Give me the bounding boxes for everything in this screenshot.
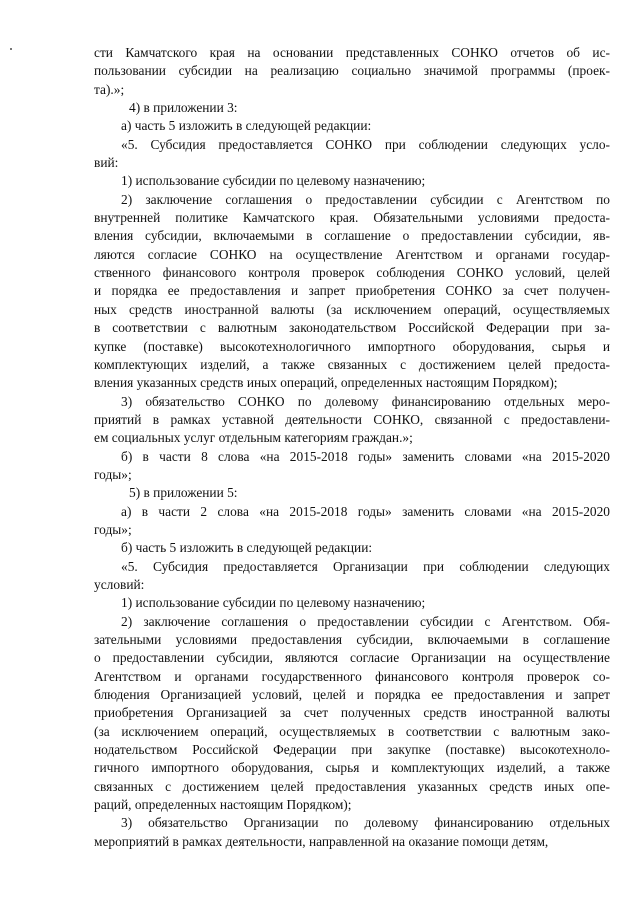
document-body <box>94 44 610 851</box>
text-line: годы»; <box>94 521 132 537</box>
paragraph <box>94 44 610 99</box>
text-line: условий: <box>94 576 145 592</box>
text-line: мероприятий в рамках деятельности, направленной на оказание помощи детям, <box>94 833 549 849</box>
paragraph <box>94 172 610 190</box>
text-line: б) в части 8 слова «на 2015-2018 годы» заменить словами «на 2015-2020 <box>121 448 610 464</box>
text-line: та).»; <box>94 81 125 97</box>
text-line: и порядка ее предоставления и запрет приобретения СОНКО за счет получен- <box>94 283 610 299</box>
text-line: о предоставлении субсидии, являются согласие Организации на осуществление <box>94 650 610 666</box>
paragraph <box>94 393 610 448</box>
text-line: пользовании субсидии на реализацию социально значимой программы (проек- <box>94 63 610 79</box>
text-line: ем социальных услуг отдельным категориям граждан.»; <box>94 430 413 446</box>
text-line: внутренней политике Камчатского края. Обязательными условиями предоста- <box>94 210 610 226</box>
text-line: 2) заключение соглашения о предоставлении субсидии с Агентством по <box>121 191 610 207</box>
text-line: купке (поставке) высокотехнологичного импортного оборудования, сырья и <box>94 338 610 354</box>
text-line: 3) обязательство СОНКО по долевому финансированию отдельных меро- <box>121 393 610 409</box>
text-line: а) в части 2 слова «на 2015-2018 годы» заменить словами «на 2015-2020 <box>121 503 610 519</box>
text-line: «5. Субсидия предоставляется Организации при соблюдении следующих <box>121 558 610 574</box>
text-line: а) часть 5 изложить в следующей редакции: <box>121 118 372 134</box>
text-line: (за исключением операций, осуществляемых в соответствии с валютным зако- <box>94 723 610 739</box>
paragraph <box>94 558 610 595</box>
text-line: сти Камчатского края на основании представленных СОНКО отчетов об ис- <box>94 45 610 60</box>
text-line: Агентством и органами государственного финансового контроля проверок со- <box>94 668 610 684</box>
text-line: 3) обязательство Организации по долевому финансированию отдельных <box>121 815 610 831</box>
text-line: 1) использование субсидии по целевому назначению; <box>121 595 426 611</box>
text-line: ляются согласие СОНКО на осуществление Агентством и органами государ- <box>94 246 610 262</box>
paragraph <box>94 613 610 815</box>
text-line: 1) использование субсидии по целевому назначению; <box>121 173 426 189</box>
text-line: гичного импортного оборудования, сырья и комплектующих изделий, а также <box>94 760 610 776</box>
text-line: 2) заключение соглашения о предоставлении субсидии с Агентством. Обя- <box>121 613 610 629</box>
text-line: комплектующих изделий, а также связанных с достижением целей предоста- <box>94 356 610 372</box>
text-line: в соответствии с валютным законодательством Российской Федерации при за- <box>94 320 610 336</box>
paragraph <box>94 594 610 612</box>
paragraph <box>94 136 610 173</box>
text-line: раций, определенных настоящим Порядком); <box>94 797 352 813</box>
text-line: зательными условиями предоставления субсидии, включаемыми в соглашение <box>94 632 610 647</box>
text-line: вления указанных средств иных операций, определенных настоящим Порядком); <box>94 375 558 391</box>
text-line: вления субсидии, включаемыми в соглашение о предоставлении субсидии, яв- <box>94 228 610 244</box>
text-line: годы»; <box>94 466 132 482</box>
text-line: «5. Субсидия предоставляется СОНКО при соблюдении следующих усло- <box>121 136 610 152</box>
text-line: вий: <box>94 155 119 171</box>
paragraph <box>94 539 610 557</box>
paragraph <box>94 503 610 540</box>
text-line: 5) в приложении 5: <box>129 485 238 501</box>
paragraph <box>94 448 610 485</box>
text-line: ных средств иностранной валюты (за исключением операций, осуществляемых <box>94 301 610 317</box>
text-line: приобретения Организацией за счет полученных средств иностранной валюты <box>94 705 610 721</box>
paragraph <box>94 191 610 393</box>
paragraph <box>94 484 610 502</box>
text-line: 4) в приложении 3: <box>129 100 238 116</box>
paragraph <box>94 99 610 117</box>
text-line: блюдения Организацией условий, целей и порядка ее предоставления и запрет <box>94 687 610 703</box>
paragraph <box>94 117 610 135</box>
text-line: ственного финансового контроля проверок соблюдения СОНКО условий, целей <box>94 265 610 281</box>
text-line: приятий в рамках уставной деятельности СОНКО, связанной с предоставлени- <box>94 411 610 427</box>
scan-speck <box>10 48 12 50</box>
paragraph <box>94 814 610 851</box>
text-line: нодательством Российской Федерации при закупке (поставке) высокотехноло- <box>94 742 610 758</box>
text-line: связанных с достижением целей предоставления указанных средств иных опе- <box>94 778 610 794</box>
text-line: б) часть 5 изложить в следующей редакции: <box>121 540 373 556</box>
